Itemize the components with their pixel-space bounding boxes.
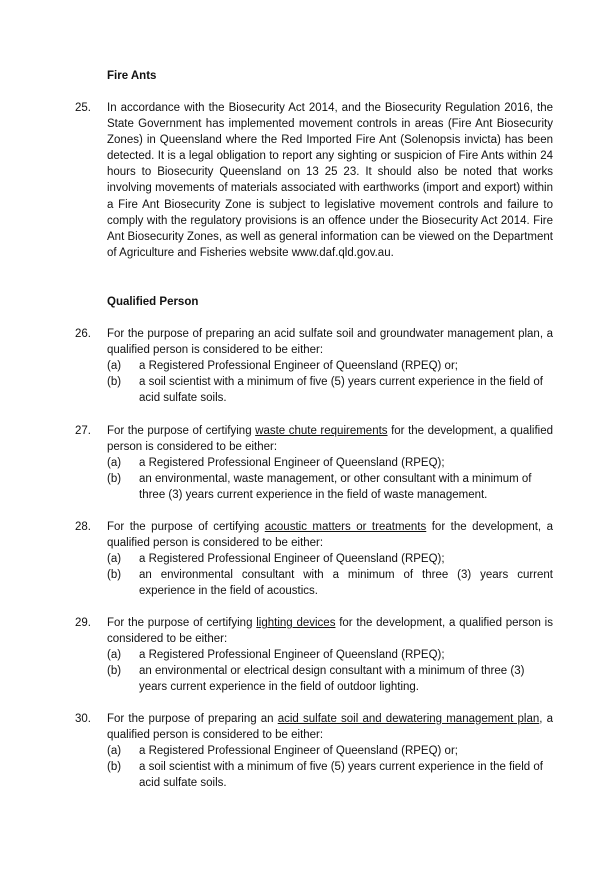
clause-number: 29. — [75, 617, 91, 629]
sub-item-a — [107, 455, 553, 471]
sub-item-label: (b) — [107, 665, 122, 678]
sub-item-text: an environmental, waste management, or other consultant with a minimum of three (3) years current experience in the field of waste management. — [139, 473, 532, 502]
intro-post: for the development, a qualified person is considered to be either: — [107, 521, 553, 550]
underlined-term: acid sulfate soil and dewatering management plan — [277, 713, 540, 725]
clause-intro — [107, 711, 553, 743]
sub-item-text: a Registered Professional Engineer of Queensland (RPEQ); — [139, 649, 445, 662]
sub-item-label: (a) — [107, 360, 122, 373]
sub-item-label: (b) — [107, 761, 122, 774]
clause-29 — [75, 615, 553, 695]
clause-text: In accordance with the Biosecurity Act 2014, and the Biosecurity Regulation 2016, the State Government has implemented movement controls in areas (Fire Ant Biosecurity Zones) in Queensland where the Red Imported Fire Ant (Solenopsis invicta) has been detected. It is a legal obligation to report any sighting or suspicion of Fire Ants within 24 hours to Biosecurity Queensland on 13 25 23. It should also be noted that works involving movements of materials associated with earthworks (import and export) within a Fire Ant Biosecurity Zone is subject to legislative movement controls and failure to comply with the regulatory provisions is an offence under the Biosecurity Act 2014. Fire Ant Biosecurity Zones, as well as general information can be viewed on the Department of Agriculture and Fisheries website www.daf.qld.gov.au. — [107, 102, 553, 259]
clause-28 — [75, 519, 553, 599]
sub-item-text: a soil scientist with a minimum of five (5) years current experience in the field of acid sulfate soils. — [139, 376, 543, 405]
clause-number: 26. — [75, 328, 91, 340]
sub-item-label: (b) — [107, 569, 122, 582]
clause-number: 27. — [75, 425, 91, 437]
clause-25 — [75, 100, 553, 261]
sub-item-label: (b) — [107, 376, 122, 389]
intro-post: for the development, a qualified person is considered to be either: — [107, 425, 553, 454]
clause-intro — [107, 615, 553, 647]
clause-30 — [75, 711, 553, 791]
sub-item-text: a Registered Professional Engineer of Queensland (RPEQ) or; — [139, 360, 458, 373]
clause-27 — [75, 423, 553, 503]
sub-item-text: a Registered Professional Engineer of Queensland (RPEQ); — [139, 457, 445, 470]
sub-item-a — [107, 551, 553, 567]
sub-item-b — [107, 567, 553, 599]
underlined-term: acoustic matters or treatments — [264, 521, 427, 533]
sub-item-b — [107, 759, 553, 791]
underlined-term: waste chute requirements — [255, 425, 388, 437]
sub-item-text: a Registered Professional Engineer of Queensland (RPEQ) or; — [139, 745, 458, 758]
sub-item-label: (b) — [107, 473, 122, 486]
heading-qualified-person: Qualified Person — [107, 296, 199, 308]
intro-post: , a qualified person is considered to be either: — [107, 713, 554, 742]
sub-item-text: a soil scientist with a minimum of five (5) years current experience in the field of acid sulfate soils. — [139, 761, 543, 790]
clause-number: 28. — [75, 521, 91, 533]
sub-item-label: (a) — [107, 553, 122, 566]
sub-item-label: (a) — [107, 745, 122, 758]
intro-pre: For the purpose of certifying — [107, 425, 256, 437]
clause-number: 30. — [75, 713, 91, 725]
underlined-term: lighting devices — [256, 617, 336, 629]
sub-item-text: a Registered Professional Engineer of Queensland (RPEQ); — [139, 553, 445, 566]
sub-item-label: (a) — [107, 457, 122, 470]
sub-item-text: an environmental or electrical design consultant with a minimum of three (3) years current experience in the field of outdoor lighting. — [139, 665, 525, 694]
clause-intro: For the purpose of preparing an acid sulfate soil and groundwater management plan, a qualified person is considered to be either: — [107, 328, 553, 357]
clause-number: 25. — [75, 102, 91, 114]
intro-pre: For the purpose of certifying — [107, 521, 265, 533]
sub-item-a — [107, 743, 553, 759]
sub-item-label: (a) — [107, 649, 122, 662]
heading-fire-ants: Fire Ants — [107, 70, 157, 82]
clause-intro — [107, 519, 553, 551]
clause-intro — [107, 423, 553, 455]
sub-item-a — [107, 647, 553, 663]
clause-26 — [75, 326, 553, 406]
sub-item-b — [107, 663, 553, 695]
intro-pre: For the purpose of preparing an — [107, 713, 278, 725]
sub-item-b — [107, 471, 553, 503]
sub-item-text: an environmental consultant with a minimum of three (3) years current experience in the field of acoustics. — [139, 569, 553, 598]
sub-item-a — [107, 358, 553, 374]
sub-item-b — [107, 374, 553, 406]
intro-pre: For the purpose of certifying — [107, 617, 257, 629]
intro-post: for the development, a qualified person is considered to be either: — [107, 617, 553, 646]
